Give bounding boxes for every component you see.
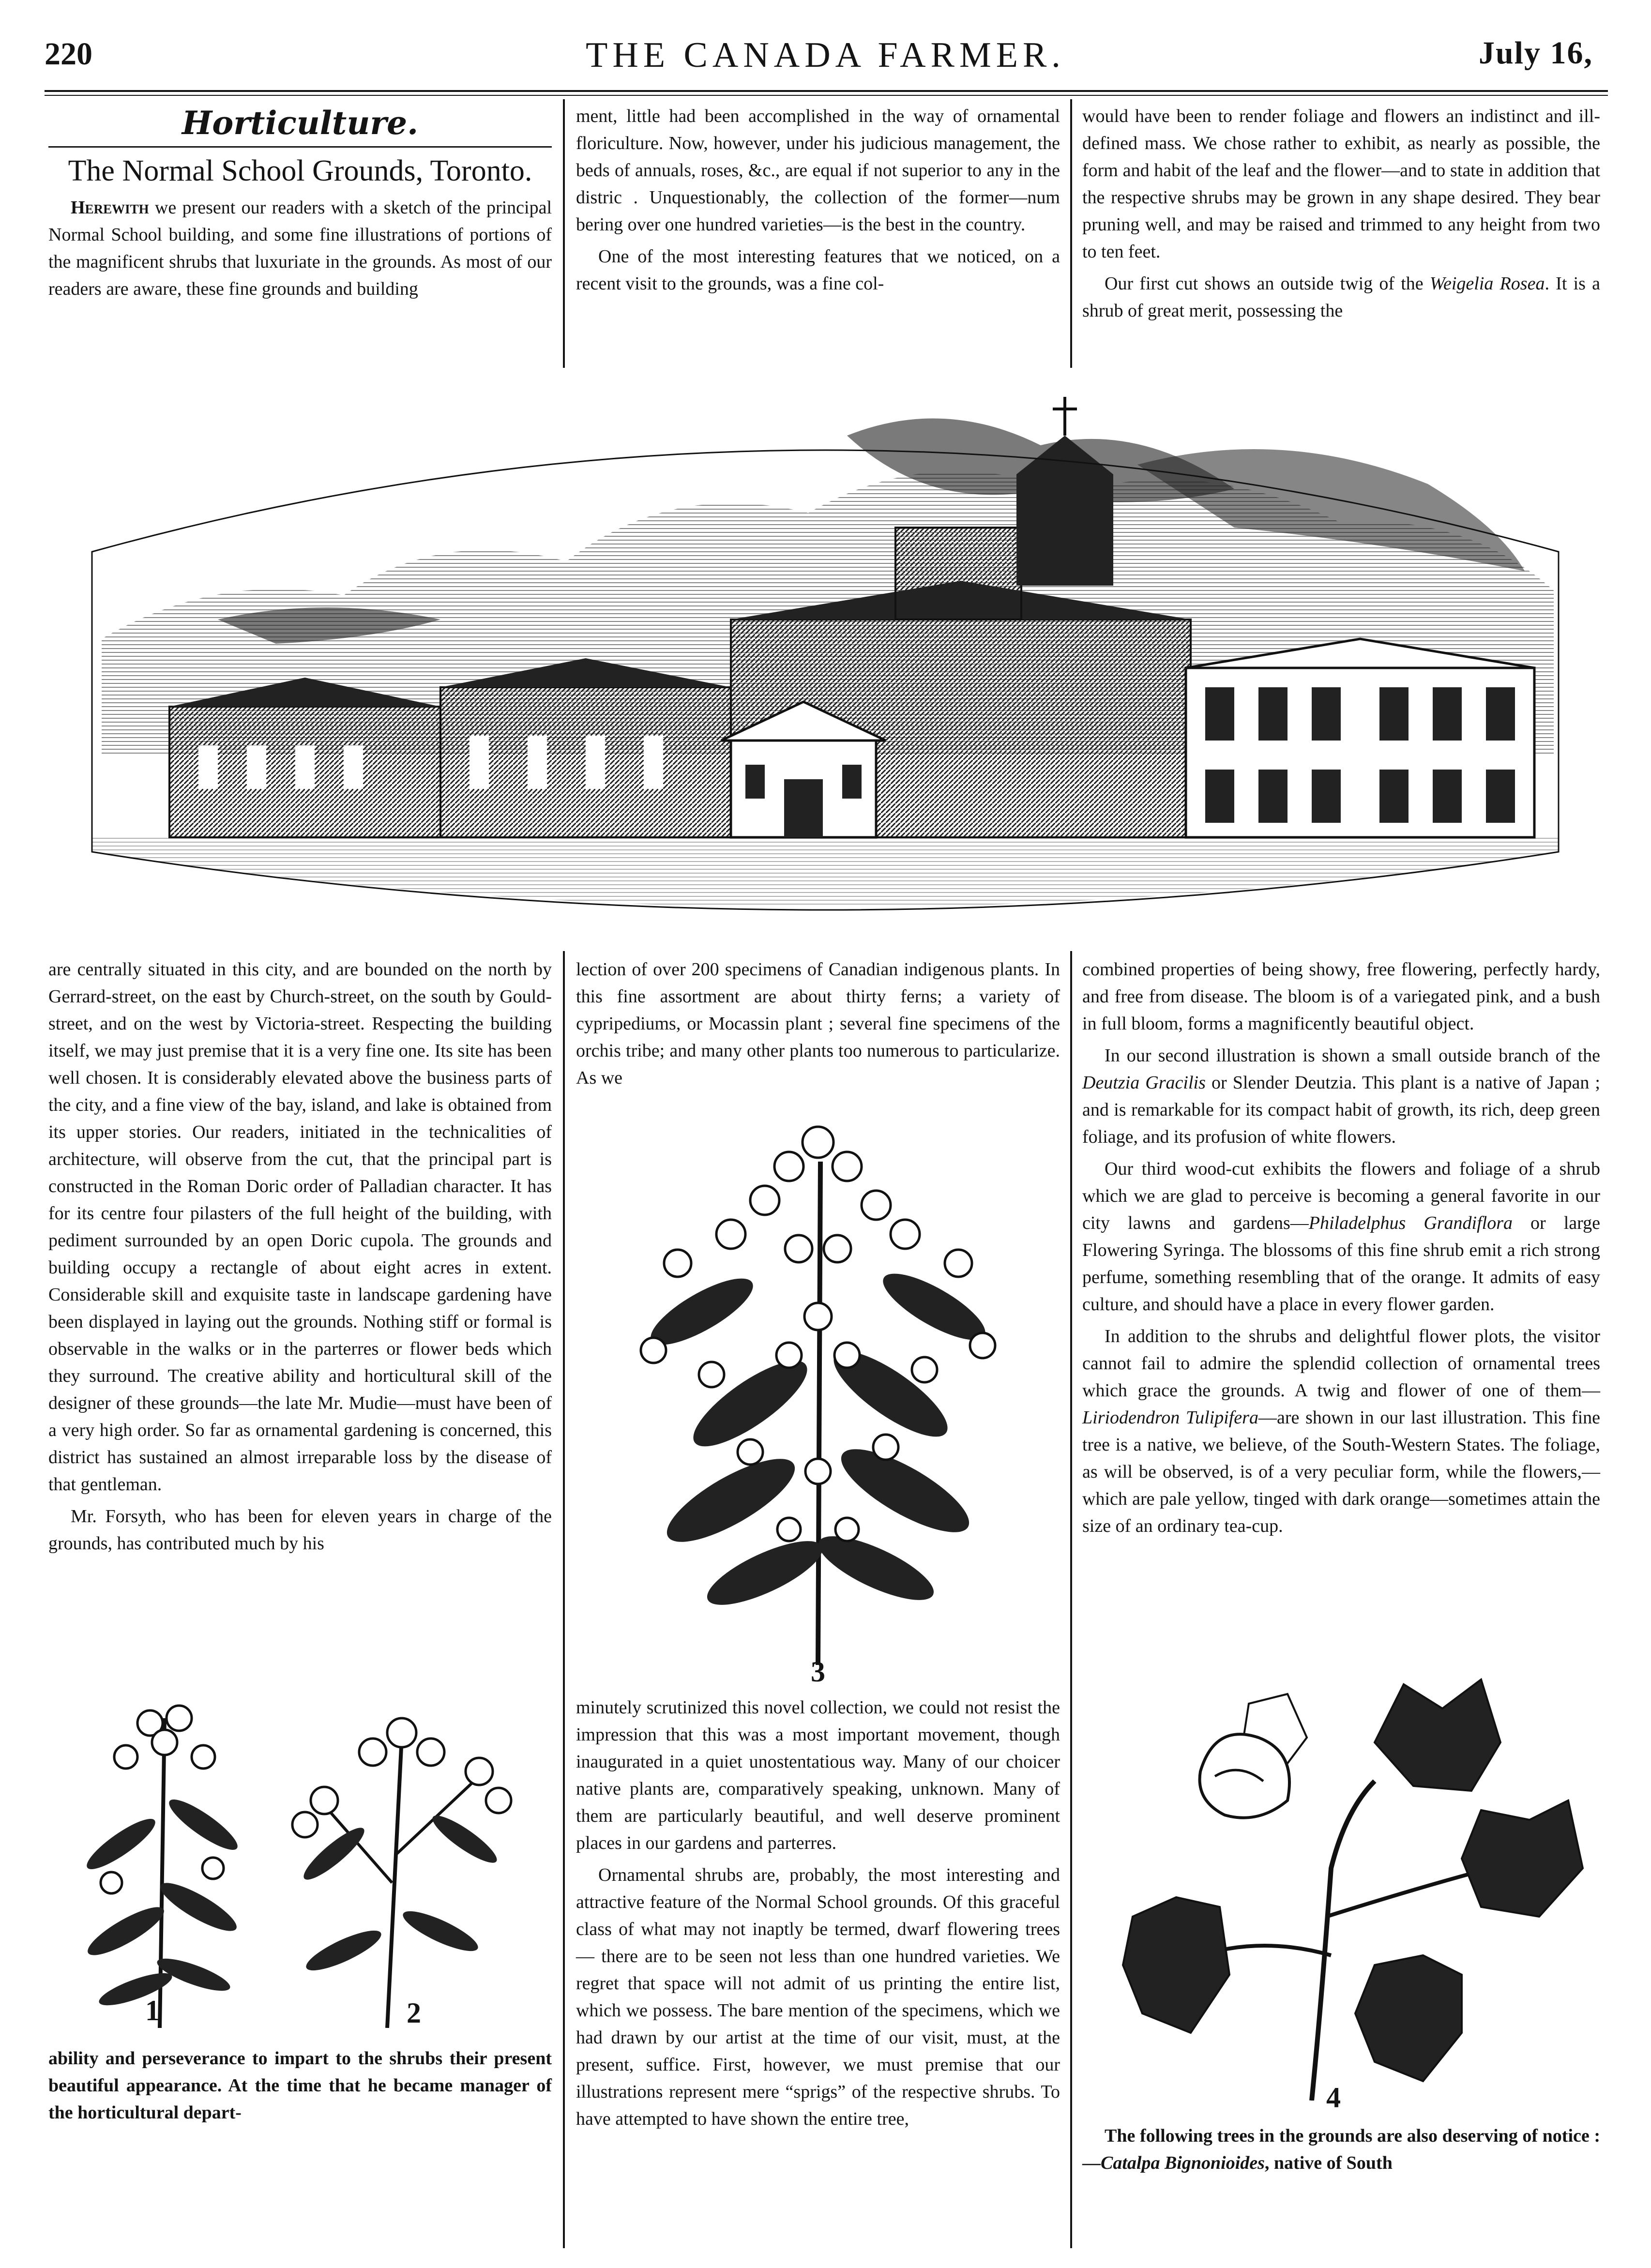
article-paragraph: In our second illustration is shown a small outside branch of the Deutzia Gracilis or Slender Deutzia. This plant is a native of Japan ; and is remarkable for its compact habit of growth, its rich, deep green foliage, and its profusion of white flowers. — [1082, 1045, 1600, 1147]
weigelia-deutzia-engravings — [53, 1679, 552, 2028]
page-header — [0, 30, 1651, 83]
column-1-bottom-cont — [48, 2045, 552, 2131]
section-title: Horticulture. — [182, 104, 419, 142]
lead-word: Herewith — [71, 197, 149, 218]
article-paragraph: The following trees in the grounds are also deserving of notice :—Catalpa Bignonioides, native of South — [1082, 2126, 1600, 2173]
column-2-bottom — [576, 1694, 1060, 2137]
section-rule — [48, 146, 552, 148]
article-paragraph: minutely scrutinized this novel collection, we could not resist the impression that this was a most important movement, though inaugurated in a quiet unostentatious way. Many of our choicer native plants are, comparatively speaking, unknown. Many of them are particularly beautiful, and well deserve prominent places in our gardens and parterres. — [576, 1697, 1060, 1853]
column-divider — [563, 951, 565, 2248]
issue-date: July 16, — [1478, 35, 1593, 71]
normal-school-building-engraving — [73, 368, 1578, 949]
philadelphus-engraving — [605, 1104, 1031, 1665]
column-divider — [1070, 951, 1072, 2248]
article-paragraph: combined properties of being showy, free flowering, perfectly hardy, and free from disease. The bloom is of a variegated pink, and a bush in full bloom, forms a magnificently beautiful object. — [1082, 959, 1600, 1034]
article-paragraph: Ornamental shrubs are, probably, the most interesting and attractive feature of the Normal School grounds. Of this graceful class of what may not inaptly be termed, dwarf flowering trees — there are to be seen not less than one hundred varieties. We regret that space will not admit of us printing the entire list, which we possess. The bare mention of the specimens, which we had drawn by our artist at the time of our visit, must, at the present, suffice. First, however, we must premise that our illustrations represent mere “sprigs” of the respective shrubs. To have attempted to have shown the entire tree, — [576, 1865, 1060, 2129]
column-divider — [563, 99, 565, 368]
column-1-bottom — [48, 956, 552, 1562]
article-paragraph: Our first cut shows an outside twig of the Weigelia Rosea. It is a shrub of great merit, possessing the — [1082, 273, 1600, 321]
column-2-mid — [576, 956, 1060, 1096]
header-rule-thin — [45, 95, 1608, 96]
column-1-top — [48, 103, 552, 307]
figure-number-3: 3 — [811, 1656, 825, 1688]
article-paragraph: ment, little had been accomplished in the way of ornamental floriculture. Now, however, under his judicious management, the beds of annuals, roses, &c., are equal if not superior to any in the distric . Unquestionably, the collection of the former—num bering over one hundred varieties—is the best in the country. — [576, 106, 1060, 235]
column-3-top — [1082, 103, 1600, 329]
article-paragraph: are centrally situated in this city, and are bounded on the north by Gerrard-street, on the east by Church-street, on the south by Gould-street, and on the west by Victoria-street. Respecting the building itself, we may just premise that it is a very fine one. Its site has been well chosen. It is considerably elevated above the business parts of the city, and a fine view of the bay, island, and lake is obtained from its upper stories. Our readers, initiated in the technicalities of architecture, will observe from the cut, that the principal part is constructed in the Roman Doric order of Palladian character. It has for its centre four pilasters of the full height of the building, with pediment surrounded by an open Doric cupola. The grounds and building occupy a rectangle of about eight acres in extent. Considerable skill and exquisite taste in landscape gardening have been displayed in laying out the grounds. Nothing stiff or formal is observable in the walks or in the parterres or flower beds which they surround. The creative ability and horticultural skill of the designer of these grounds—the late Mr. Mudie—must have been of a very high order. So far as ornamental gardening is concerned, this district has sustained an almost irreparable loss by the disease of that gentleman. — [48, 959, 552, 1495]
figure-number-1: 1 — [145, 1995, 160, 2026]
masthead-title: THE CANADA FARMER. — [586, 35, 1065, 75]
article-paragraph: One of the most interesting features that we noticed, on a recent visit to the grounds, was a fine col- — [576, 246, 1060, 294]
column-2-top — [576, 103, 1060, 302]
article-paragraph: would have been to render foliage and flowers an indistinct and ill-defined mass. We chose rather to exhibit, as nearly as possible, the form and habit of the leaf and the flower—and to state in addition that the respective shrubs may be grown in any shape desired. They bear pruning well, and may be raised and trimmed to any height from two to ten feet. — [1082, 106, 1600, 262]
header-rule — [45, 90, 1608, 92]
figure-number-4: 4 — [1326, 2082, 1341, 2114]
article-paragraph: Mr. Forsyth, who has been for eleven years in charge of the grounds, has contributed much by his — [48, 1506, 552, 1554]
article-paragraph: ability and perseverance to impart to the shrubs their present beautiful appearance. At the time that he became manager of the horticultural depart- — [48, 2048, 552, 2123]
article-paragraph: Our third wood-cut exhibits the flowers and foliage of a shrub which we are glad to perceive is becoming a general favorite in our city lawns and gardens—Philadelphus Grandiflora or large Flowering Syringa. The blossoms of this fine shrub emit a rich strong perfume, something resembling that of the orange. It admits of easy culture, and should have a place in every flower garden. — [1082, 1159, 1600, 1315]
figure-number-2: 2 — [407, 1997, 421, 2029]
article-title: The Normal School Grounds, Toronto. — [68, 154, 532, 187]
article-paragraph: lection of over 200 specimens of Canadian indigenous plants. In this fine assortment are about thirty ferns; a variety of cypripediums, or Mocassin plant ; several fine specimens of the orchis tribe; and many other plants too numerous to particularize. As we — [576, 959, 1060, 1088]
page-number: 220 — [45, 36, 92, 72]
article-paragraph: Herewith we present our readers with a sketch of the principal Normal School building, and some fine illustrations of portions of the magnificent shrubs that luxuriate in the grounds. As most of our readers are aware, these fine grounds and building — [48, 197, 552, 299]
column-divider — [1070, 99, 1072, 368]
liriodendron-engraving — [1104, 1665, 1588, 2101]
column-3-final — [1082, 2122, 1600, 2181]
column-3-bottom — [1082, 956, 1600, 1544]
article-paragraph: In addition to the shrubs and delightful flower plots, the visitor cannot fail to admire the splendid collection of ornamental trees which grace the grounds. A twig and flower of one of them—Liriodendron Tulipifera—are shown in our last illustration. This fine tree is a native, we believe, of the South-Western States. The foliage, as will be observed, is of a very peculiar form, while the flowers,—which are pale yellow, tinged with dark orange—sometimes attain the size of an ordinary tea-cup. — [1082, 1326, 1601, 1536]
